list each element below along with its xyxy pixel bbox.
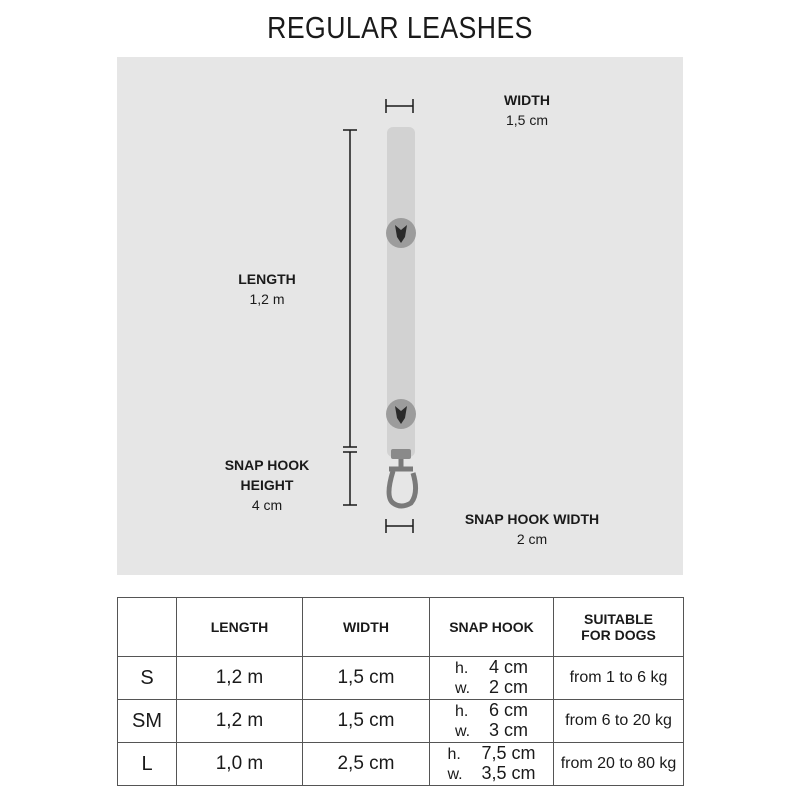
header-suitable-for-dogs [554,598,684,657]
width-cell: 2,5 cm [303,743,430,786]
header-dogs-line2: FOR DOGS [581,627,656,643]
hook-height-key: h. [454,702,469,720]
snap-hook-height-label-2: HEIGHT [240,477,294,493]
dogs-cell: from 6 to 20 kg [554,700,684,743]
snap-hook-cell [430,743,554,786]
hook-height-value: 4 cm [488,656,528,677]
snap-hook-width-dimension [386,519,413,533]
leash-diagram [117,57,683,575]
width-cell: 1,5 cm [303,700,430,743]
hook-height-key: h. [454,659,469,677]
snap-hook-width-label: SNAP HOOK WIDTH [464,511,600,527]
snap-hook-width-label-group [447,509,617,549]
size-table [117,597,684,786]
hook-width-key: w. [447,765,463,783]
hook-height-key: h. [447,745,461,763]
hook-height-value: 7,5 cm [481,742,536,763]
width-value: 1,5 cm [505,112,548,128]
snap-hook-icon [389,449,416,506]
width-label-group [477,90,577,130]
snap-hook-height-value: 4 cm [251,497,283,513]
leash-illustration [117,57,683,575]
table-row [118,657,684,700]
width-cell: 1,5 cm [303,657,430,700]
header-length: LENGTH [177,598,303,657]
length-cell: 1,2 m [177,657,303,700]
size-cell: S [118,657,177,700]
length-cell: 1,2 m [177,700,303,743]
header-snap-hook: SNAP HOOK [430,598,554,657]
header-size [118,598,177,657]
snap-hook-height-dimension [343,452,357,505]
size-cell: L [118,743,177,786]
rivet-bottom-icon [386,399,416,429]
snap-hook-width-value: 2 cm [516,531,548,547]
snap-hook-cell [430,657,554,700]
hook-width-key: w. [454,679,471,697]
header-width: WIDTH [303,598,430,657]
table-header-row [118,598,684,657]
length-cell: 1,0 m [177,743,303,786]
length-label-group [212,269,322,309]
rivet-top-icon [386,218,416,248]
size-cell: SM [118,700,177,743]
hook-height-value: 6 cm [488,699,528,720]
hook-width-value: 3,5 cm [481,762,536,783]
table-row [118,700,684,743]
hook-width-value: 2 cm [488,676,528,697]
page-title: REGULAR LEASHES [267,10,533,45]
length-label: LENGTH [238,271,296,287]
snap-hook-height-label-1: SNAP HOOK [224,457,310,473]
width-dimension [386,99,413,113]
dogs-cell: from 20 to 80 kg [554,743,684,786]
hook-width-key: w. [454,722,471,740]
header-dogs-line1: SUITABLE [584,611,653,627]
snap-hook-height-label-group [207,455,327,515]
table-row [118,743,684,786]
length-value: 1,2 m [249,291,285,307]
dogs-cell: from 1 to 6 kg [554,657,684,700]
hook-width-value: 3 cm [488,719,528,740]
snap-hook-cell [430,700,554,743]
length-dimension [343,130,357,447]
width-label: WIDTH [504,92,550,108]
